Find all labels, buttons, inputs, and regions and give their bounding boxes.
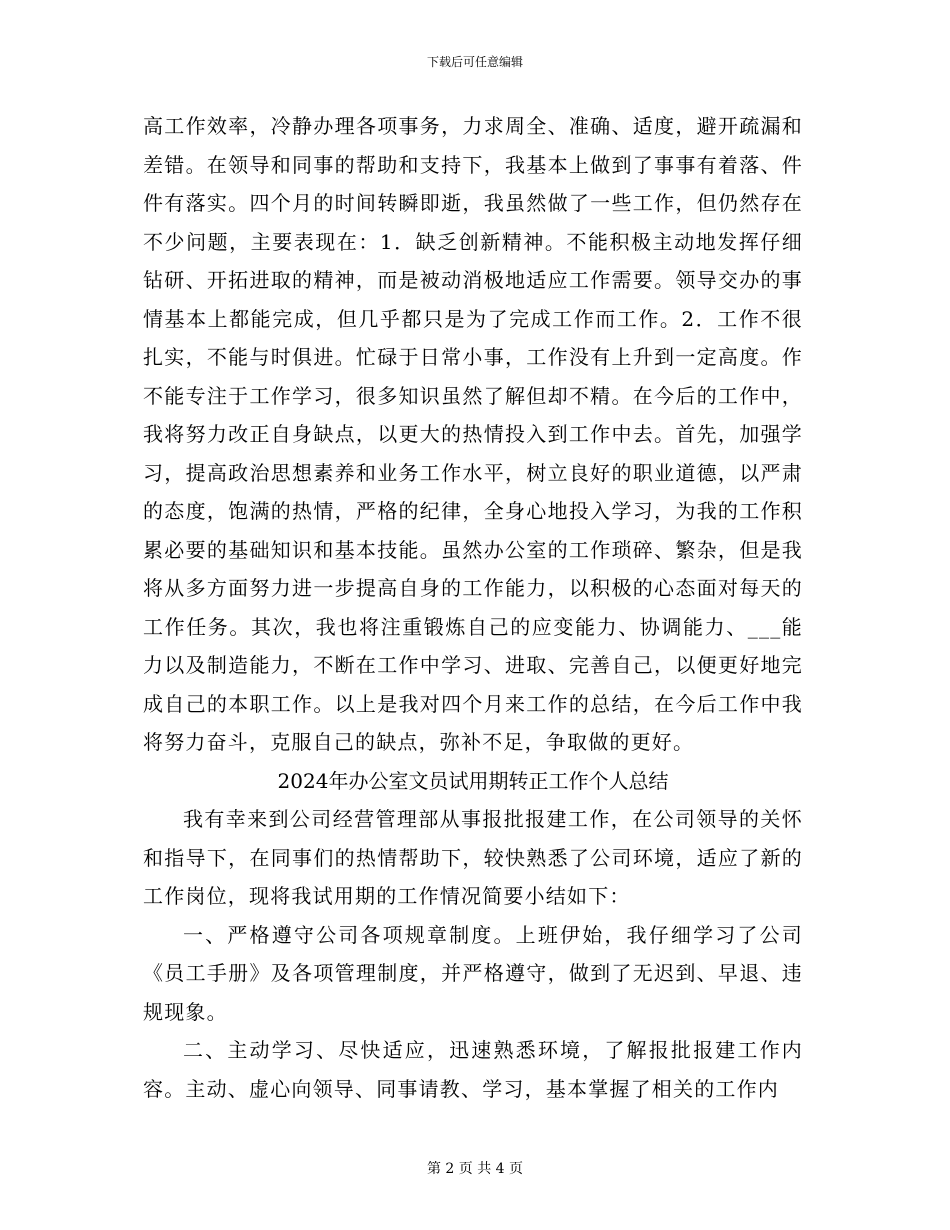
section-paragraph-rules: 一、严格遵守公司各项规章制度。上班伊始，我仔细学习了公司《员工手册》及各项管理制度，并严格遵守，做到了无迟到、早退、违规现象。 (143, 922, 803, 1024)
continued-paragraph: 高工作效率，冷静办理各项事务，力求周全、准确、适度，避开疏漏和差错。在领导和同事的帮助和支持下，我基本上做到了事事有着落、件件有落实。四个月的时间转瞬即逝，我虽然做了一些工作，但仍然存在不少问题，主要表现在：1．缺乏创新精神。不能积极主动地发挥仔细钻研、开拓进取的精神，而是被动消极地适应工作需要。领导交办的事情基本上都能完成，但几乎都只是为了完成工作而工作。2．工作不很扎实，不能与时俱进。忙碌于日常小事，工作没有上升到一定高度。作不能专注于工作学习，很多知识虽然了解但却不精。在今后的工作中，我将努力改正自身缺点，以更大的热情投入到工作中去。首先，加强学习，提高政治思想素养和业务工作水平，树立良好的职业道德，以严肃的态度，饱满的热情，严格的纪律，全身心地投入学习，为我的工作积累必要的基础知识和基本技能。虽然办公室的工作琐碎、繁杂，但是我将从多方面努力进一步提高自身的工作能力，以积极的心态面对每天的工作任务。其次，我也将注重锻炼自己的应变能力、协调能力、___能力以及制造能力，不断在工作中学习、进取、完善自己，以便更好地完成自己的本职工作。以上是我对四个月来工作的总结，在今后工作中我将努力奋斗，克服自己的缺点，弥补不足，争取做的更好。 (143, 114, 803, 754)
document-body (143, 107, 803, 1108)
page-footer-number: 第 2 页 共 4 页 (426, 1161, 524, 1177)
section-title: 2024年办公室文员试用期转正工作个人总结 (277, 768, 669, 793)
section-paragraph-intro: 我有幸来到公司经营管理部从事报批报建工作，在公司领导的关怀和指导下，在同事们的热情帮助下，较快熟悉了公司环境，适应了新的工作岗位，现将我试用期的工作情况简要小结如下： (143, 807, 803, 908)
page-header-note: 下载后可任意编辑 (426, 55, 523, 69)
section-paragraph-learning: 二、主动学习、尽快适应，迅速熟悉环境，了解报批报建工作内容。主动、虚心向领导、同事请教、学习，基本掌握了相关的工作内 (143, 1038, 803, 1101)
